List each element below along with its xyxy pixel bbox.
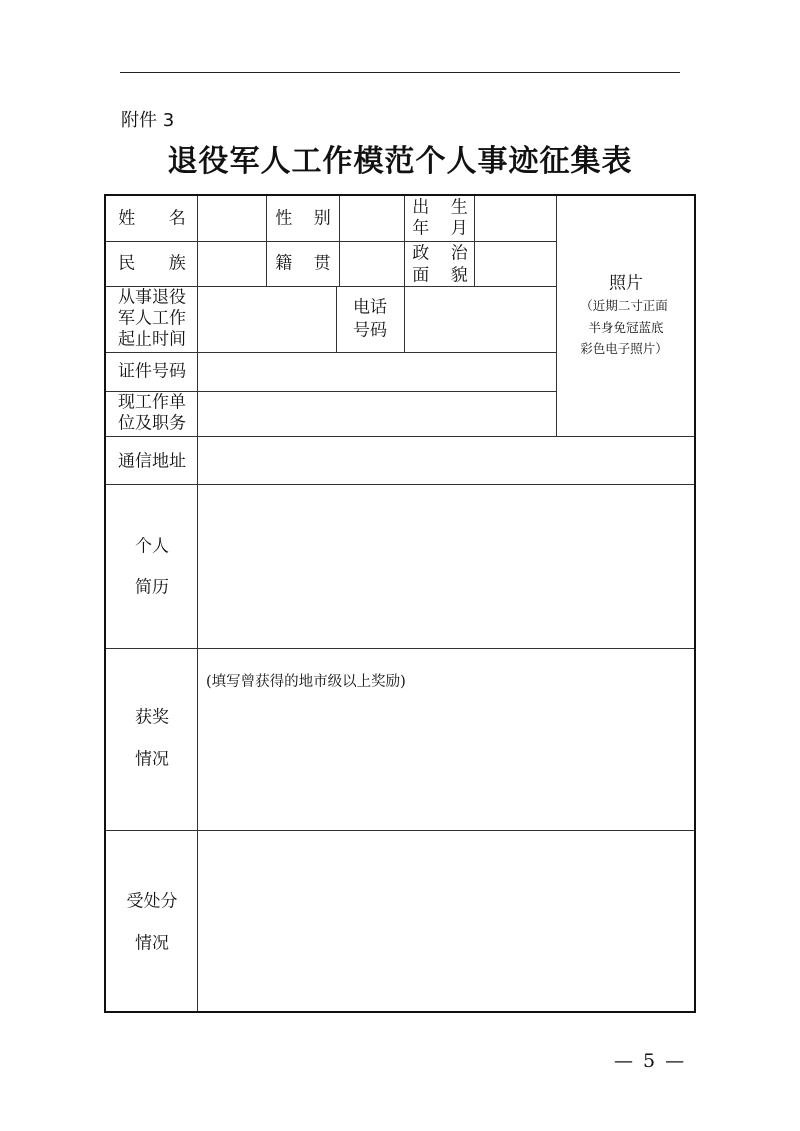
photo-note-1: （近期二寸正面 [580, 298, 668, 313]
row-line-3 [106, 352, 556, 353]
col-line-a [266, 196, 267, 286]
photo-note-3: 彩色电子照片） [580, 341, 668, 356]
service-label-3: 起止时间 [118, 329, 186, 350]
punishment-label-1: 受处分 [126, 891, 178, 912]
col-line-c [404, 196, 405, 286]
birth-label-1: 出 生 [412, 197, 476, 218]
row-line-5 [106, 436, 694, 437]
col-line-b [339, 196, 340, 286]
page-title: 退役军人工作模范个人事迹征集表 [167, 144, 633, 179]
address-label: 通信地址 [118, 451, 186, 472]
header-rule [120, 72, 680, 73]
id-label: 证件号码 [118, 361, 186, 382]
birth-label-2: 年 月 [412, 218, 476, 239]
resume-label-1: 个人 [135, 536, 169, 557]
page-number: — 5 — [614, 1050, 687, 1072]
political-label-1: 政 治 [412, 243, 476, 264]
col-line-e [336, 286, 337, 352]
row-line-6 [106, 484, 694, 485]
awards-note: (填写曾获得的地市级以上奖励) [206, 674, 406, 690]
service-label-1: 从事退役 [118, 287, 186, 308]
col-line-f [404, 286, 405, 352]
native-place-label: 籍 贯 [275, 253, 339, 274]
work-label-1: 现工作单 [118, 392, 186, 413]
row-line-1 [106, 241, 556, 242]
col-line-label [197, 196, 198, 1011]
row-line-7 [106, 648, 694, 649]
ethnicity-label: 民 族 [118, 253, 200, 274]
name-label: 姓 名 [118, 208, 200, 229]
gender-label: 性 别 [275, 208, 339, 229]
awards-label-2: 情况 [135, 749, 169, 770]
phone-label-1: 电话 [353, 297, 387, 318]
row-line-8 [106, 830, 694, 831]
phone-label-2: 号码 [353, 320, 387, 341]
resume-label-2: 简历 [135, 577, 169, 598]
political-label-2: 面 貌 [412, 265, 476, 286]
awards-label-1: 获奖 [135, 707, 169, 728]
col-line-photo [556, 196, 557, 436]
photo-note-2: 半身免冠蓝底 [588, 320, 664, 335]
punishment-label-2: 情况 [135, 933, 169, 954]
service-label-2: 军人工作 [118, 308, 186, 329]
photo-label: 照片 [609, 273, 643, 294]
form-table [104, 194, 696, 1013]
attachment-label: 附件 3 [121, 110, 175, 131]
work-label-2: 位及职务 [118, 413, 186, 434]
